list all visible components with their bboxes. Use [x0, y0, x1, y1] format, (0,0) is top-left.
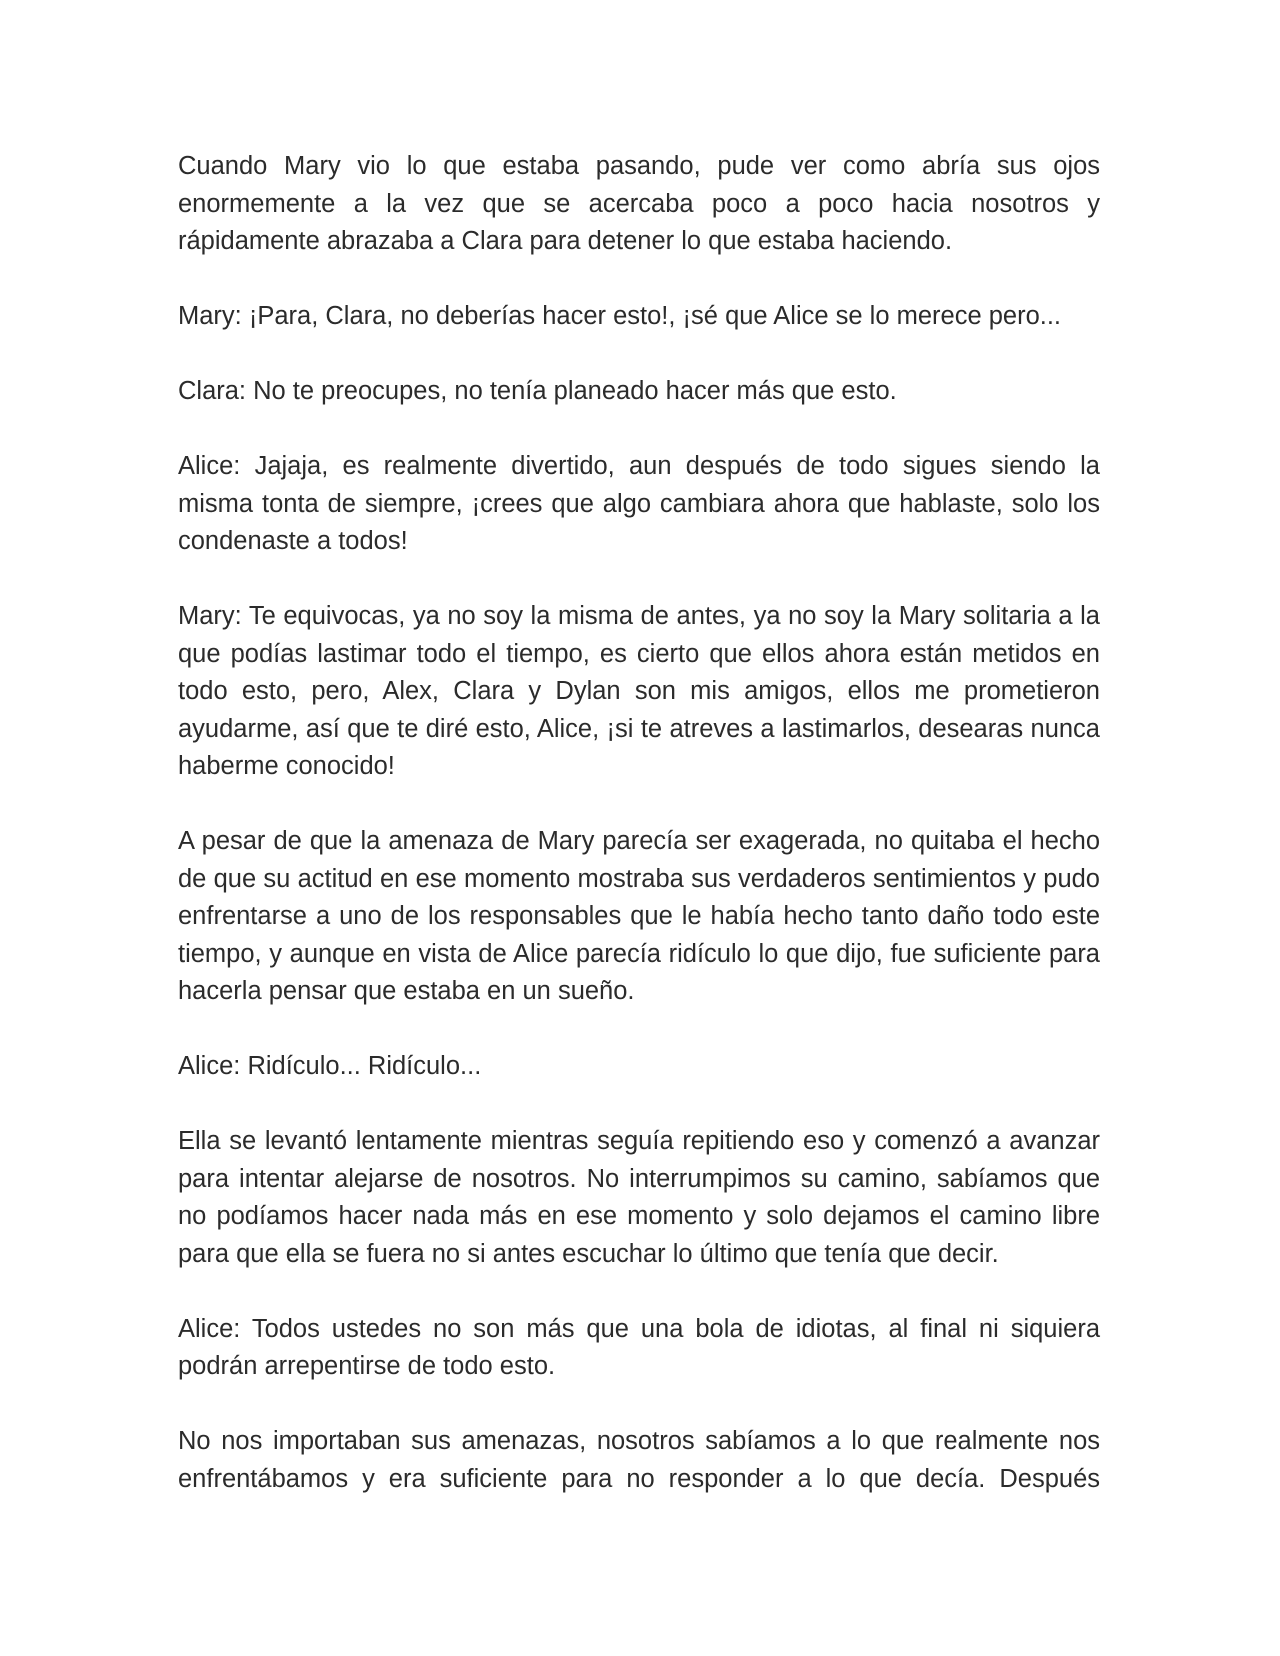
paragraph-narration-4: No nos importaban sus amenazas, nosotros sabíamos a lo que realmente nos enfrentábamos y era suficiente para no responder a lo que decía. Después [178, 1427, 1100, 1493]
paragraph-narration-2: A pesar de que la amenaza de Mary parecía ser exagerada, no quitaba el hecho de que su actitud en ese momento mostraba sus verdaderos sentimientos y pudo enfrentarse a uno de los responsables que le había hecho tanto daño todo este tiempo, y aunque en vista de Alice parecía ridículo lo que dijo, fue suficiente para hacerla pensar que estaba en un sueño. [178, 827, 1100, 1005]
document-body [178, 148, 1100, 1498]
paragraph-dialogue-mary-1: Mary: ¡Para, Clara, no deberías hacer esto!, ¡sé que Alice se lo merece pero... [178, 302, 1061, 330]
paragraph-narration-1: Cuando Mary vio lo que estaba pasando, pude ver como abría sus ojos enormemente a la vez que se acercaba poco a poco hacia nosotros y rápidamente abrazaba a Clara para detener lo que estaba haciendo. [178, 152, 1100, 255]
paragraph-dialogue-mary-2: Mary: Te equivocas, ya no soy la misma de antes, ya no soy la Mary solitaria a la que podías lastimar todo el tiempo, es cierto que ellos ahora están metidos en todo esto, pero, Alex, Clara y Dylan son mis amigos, ellos me prometieron ayudarme, así que te diré esto, Alice, ¡si te atreves a lastimarlos, desearas nunca haberme conocido! [178, 602, 1100, 780]
paragraph-dialogue-alice-2: Alice: Ridículo... Ridículo... [178, 1052, 482, 1080]
paragraph-dialogue-alice-1: Alice: Jajaja, es realmente divertido, aun después de todo sigues siendo la misma tonta de siempre, ¡crees que algo cambiara ahora que hablaste, solo los condenaste a todos! [178, 452, 1100, 555]
paragraph-narration-3: Ella se levantó lentamente mientras seguía repitiendo eso y comenzó a avanzar para intentar alejarse de nosotros. No interrumpimos su camino, sabíamos que no podíamos hacer nada más en ese momento y solo dejamos el camino libre para que ella se fuera no si antes escuchar lo último que tenía que decir. [178, 1127, 1100, 1268]
paragraph-dialogue-alice-3: Alice: Todos ustedes no son más que una bola de idiotas, al final ni siquiera podrán arrepentirse de todo esto. [178, 1314, 1100, 1380]
paragraph-dialogue-clara-1: Clara: No te preocupes, no tenía planeado hacer más que esto. [178, 377, 897, 405]
